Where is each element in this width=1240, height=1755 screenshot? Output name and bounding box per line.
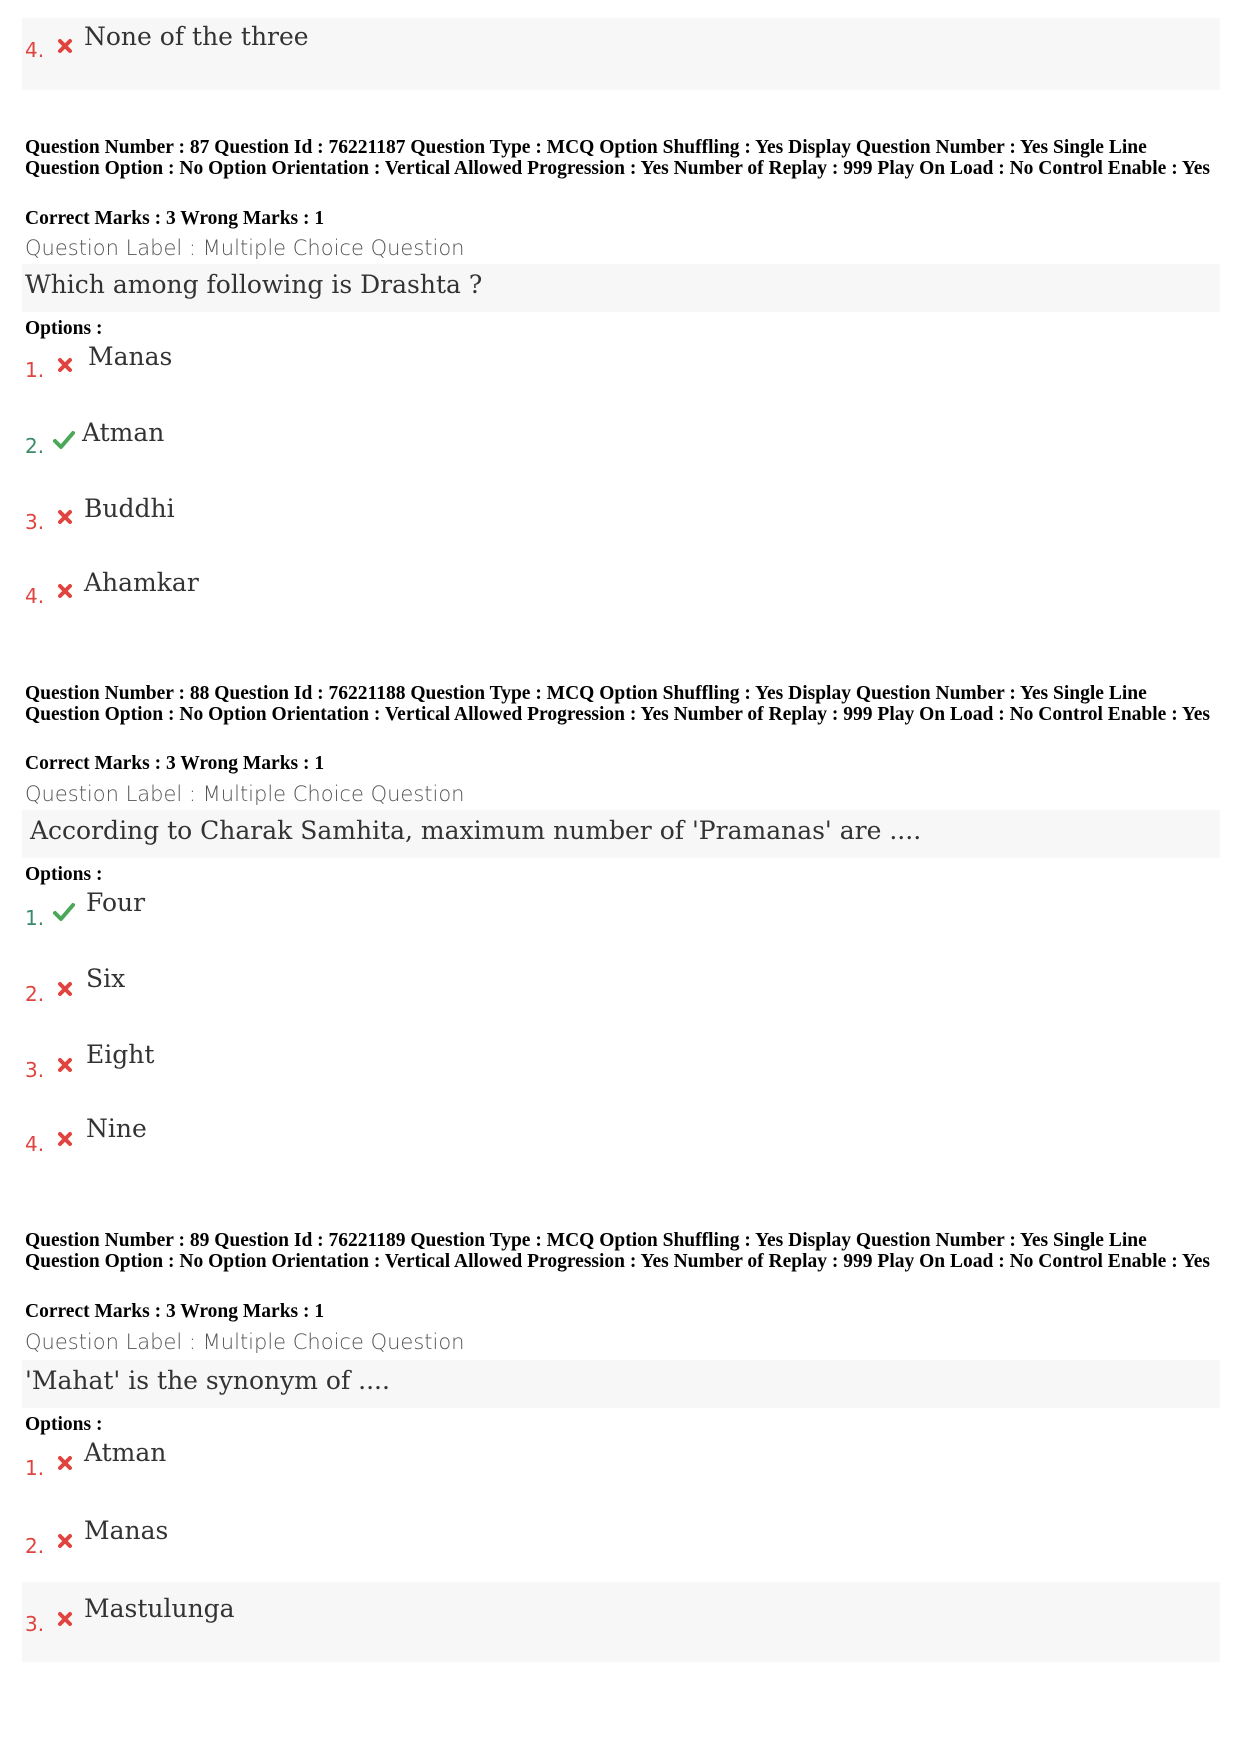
option-text: Manas	[88, 342, 173, 371]
option-text: Nine	[86, 1114, 147, 1143]
option-number: 1.	[25, 1456, 45, 1480]
question-label: Question Label : Multiple Choice Question	[25, 236, 465, 260]
option-number: 3.	[25, 1612, 45, 1636]
check-icon	[52, 430, 76, 450]
option-number: 1.	[25, 358, 45, 382]
cross-icon	[56, 37, 74, 55]
question-marks: Correct Marks : 3 Wrong Marks : 1	[25, 753, 325, 774]
option-number: 2.	[25, 434, 45, 458]
cross-icon	[56, 1056, 74, 1074]
check-icon	[52, 902, 76, 922]
question-label: Question Label : Multiple Choice Question	[25, 782, 465, 806]
question-text: According to Charak Samhita, maximum number of 'Pramanas' are ....	[30, 816, 922, 845]
cross-icon	[56, 1610, 74, 1628]
option-text: Atman	[82, 418, 165, 447]
option-text: Four	[86, 888, 146, 917]
option-number: 2.	[25, 1534, 45, 1558]
question-text: Which among following is Drashta ?	[25, 270, 483, 299]
option-number: 3.	[25, 1058, 45, 1082]
option-text: Eight	[86, 1040, 155, 1069]
cross-icon	[56, 1130, 74, 1148]
question-marks: Correct Marks : 3 Wrong Marks : 1	[25, 208, 325, 229]
question-meta: Question Number : 89 Question Id : 76221189 Question Type : MCQ Option Shuffling : Yes Display Question Number : Yes Single Line Question Option : No Option Orientation : Vertical Allowed Progression : Yes Number of Replay : 999 Play On Load : No Control Enable : Yes	[25, 1230, 1211, 1272]
option-text: Atman	[84, 1438, 167, 1467]
cross-icon	[56, 582, 74, 600]
cross-icon	[56, 1532, 74, 1550]
option-number: 4.	[25, 584, 45, 608]
question-marks: Correct Marks : 3 Wrong Marks : 1	[25, 1301, 325, 1322]
options-label: Options :	[25, 864, 103, 885]
option-number: 2.	[25, 982, 45, 1006]
options-label: Options :	[25, 1414, 103, 1435]
option-text: None of the three	[84, 22, 309, 51]
cross-icon	[56, 980, 74, 998]
cross-icon	[56, 508, 74, 526]
option-text: Six	[86, 964, 126, 993]
question-label: Question Label : Multiple Choice Question	[25, 1330, 465, 1354]
option-text: Buddhi	[84, 494, 175, 523]
cross-icon	[56, 356, 74, 374]
option-text: Mastulunga	[84, 1594, 235, 1623]
option-number: 4.	[25, 38, 45, 62]
question-text: 'Mahat' is the synonym of ....	[25, 1366, 390, 1395]
cross-icon	[56, 1454, 74, 1472]
options-label: Options :	[25, 318, 103, 339]
question-meta: Question Number : 87 Question Id : 76221187 Question Type : MCQ Option Shuffling : Yes Display Question Number : Yes Single Line Question Option : No Option Orientation : Vertical Allowed Progression : Yes Number of Replay : 999 Play On Load : No Control Enable : Yes	[25, 137, 1211, 179]
option-text: Manas	[84, 1516, 169, 1545]
option-number: 3.	[25, 510, 45, 534]
option-number: 1.	[25, 906, 45, 930]
option-number: 4.	[25, 1132, 45, 1156]
question-meta: Question Number : 88 Question Id : 76221188 Question Type : MCQ Option Shuffling : Yes Display Question Number : Yes Single Line Question Option : No Option Orientation : Vertical Allowed Progression : Yes Number of Replay : 999 Play On Load : No Control Enable : Yes	[25, 683, 1211, 725]
option-text: Ahamkar	[84, 568, 199, 597]
